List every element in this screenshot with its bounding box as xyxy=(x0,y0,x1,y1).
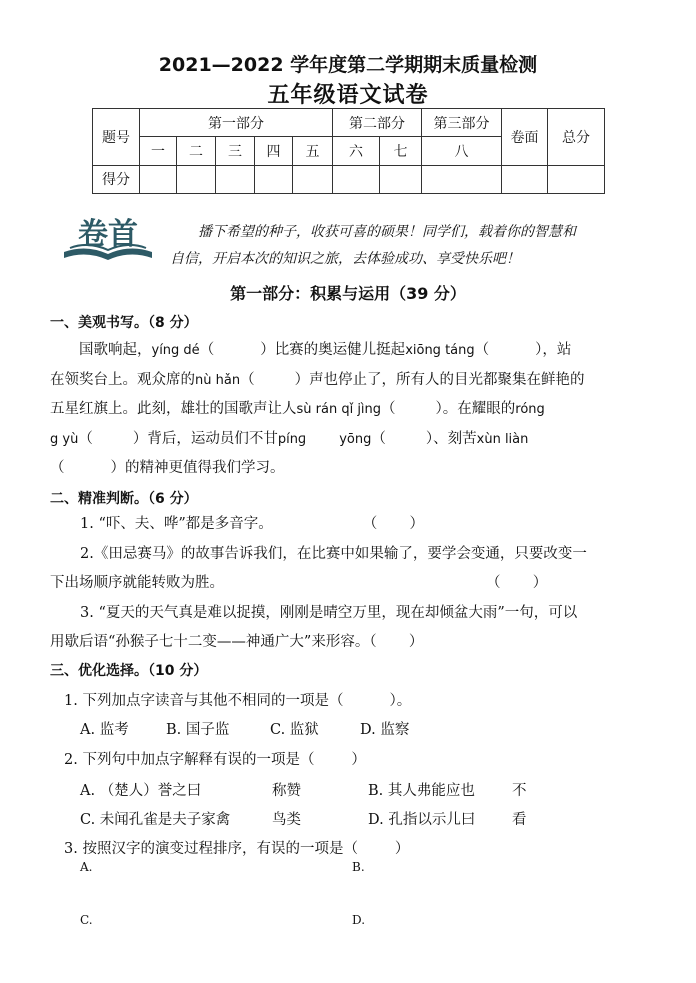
col-2: 二 xyxy=(177,137,216,165)
col-7: 七 xyxy=(380,137,422,165)
answer-blank[interactable]: （ ） xyxy=(78,430,148,447)
s2-q3-line-1: 3. “夏天的天气真是难以捉摸，刚刚是晴空万里，现在却倾盆大雨”一句，可以 xyxy=(80,605,578,621)
score-cell[interactable] xyxy=(502,165,548,193)
intro-text xyxy=(170,219,650,273)
score-cell[interactable] xyxy=(293,165,333,193)
col-3: 三 xyxy=(216,137,255,165)
s3-q1: 1. 下列加点字读音与其他不相同的一项是（ ）。 xyxy=(64,693,412,709)
s3-q2-option-a-meaning: 称赞 xyxy=(272,783,301,799)
score-cell[interactable] xyxy=(422,165,502,193)
s3-q2-option-d[interactable]: D. 孔指以示儿曰 xyxy=(368,812,476,828)
section-1-paragraph xyxy=(50,336,650,484)
s3-q2-option-c[interactable]: C. 未闻孔雀是夫子家禽 xyxy=(80,812,231,828)
s2-q3-line-2: 用歇后语“孙猴子七十二变——神通广大”来形容。（ ） xyxy=(50,634,424,650)
header-juanmian: 卷面 xyxy=(502,109,548,166)
s2-q2-line-2: 下出场顺序就能转败为胜。 （ ） xyxy=(50,575,548,591)
s3-q3-option-a[interactable]: A. xyxy=(80,860,93,874)
score-cell[interactable] xyxy=(333,165,380,193)
answer-blank[interactable]: （ ） xyxy=(240,371,310,388)
header-question-no: 题号 xyxy=(93,109,140,166)
logo-text: 卷首 xyxy=(78,217,138,252)
s1-line-5: （ ）的精神更值得我们学习。 xyxy=(50,460,285,476)
score-cell[interactable] xyxy=(548,165,605,193)
score-cell[interactable] xyxy=(255,165,293,193)
intro-line-1: 播下希望的种子，收获可喜的硕果！同学们，载着你的智慧和 xyxy=(198,224,576,240)
s3-q3-option-b[interactable]: B. xyxy=(352,860,365,874)
section-2-title: 二、精准判断。（6 分） xyxy=(50,491,198,507)
s3-q2: 2. 下列句中加点字解释有误的一项是（ ） xyxy=(64,752,366,768)
exam-subtitle: 五年级语文试卷 xyxy=(267,83,429,108)
col-4: 四 xyxy=(255,137,293,165)
s2-q2-line-1: 2.《田忌赛马》的故事告诉我们，在比赛中如果输了，要学会变通，只要改变一 xyxy=(80,546,587,562)
section-1-title: 一、美观书写。（8 分） xyxy=(50,315,198,331)
s3-q3-option-c[interactable]: C. xyxy=(80,913,93,927)
section-3-title: 三、优化选择。（10 分） xyxy=(50,663,208,679)
s3-q1-option-c[interactable]: C. 监狱 xyxy=(270,722,319,738)
s3-q2-option-d-meaning: 看 xyxy=(512,812,527,828)
answer-blank[interactable]: （ ） xyxy=(486,575,548,591)
header-part-3: 第三部分 xyxy=(422,109,502,137)
score-cell[interactable] xyxy=(216,165,255,193)
s1-line-4: g yù（ ）背后，运动员们不甘pínɡ yōng（ ）、刻苦xùn liàn xyxy=(50,430,529,447)
s3-q2-option-b[interactable]: B. 其人弗能应也 xyxy=(368,783,475,799)
answer-blank[interactable]: （ ） xyxy=(50,460,125,476)
row-score-label: 得分 xyxy=(93,165,140,193)
s1-line-1: 国歌响起，yíng dé（ ）比赛的奥运健儿挺起xiōng táng（ ），站 xyxy=(79,342,572,358)
book-logo-icon xyxy=(60,208,156,268)
answer-blank[interactable]: （ ） xyxy=(381,401,443,417)
part1-title: 第一部分：积累与运用（39 分） xyxy=(230,284,466,303)
header-total: 总分 xyxy=(548,109,605,166)
s3-q1-option-d[interactable]: D. 监察 xyxy=(360,722,410,738)
s3-q2-option-b-meaning: 不 xyxy=(512,783,527,799)
s1-line-3: 五星红旗上。此刻，雄壮的国歌声让人sù rán qǐ jìng（ ）。在耀眼的róng xyxy=(50,401,545,417)
score-cell[interactable] xyxy=(140,165,177,193)
s3-q2-option-a[interactable]: A. （楚人）誉之曰 xyxy=(80,783,202,799)
header-part-1: 第一部分 xyxy=(140,109,333,137)
exam-title: 2021—2022 学年度第二学期期末质量检测 xyxy=(158,54,538,76)
juanshou-logo xyxy=(60,208,156,268)
answer-blank[interactable]: （ ） xyxy=(371,430,434,447)
answer-blank[interactable]: （ ） xyxy=(362,516,425,532)
s3-q3-option-d[interactable]: D. xyxy=(352,913,366,927)
s3-q1-option-a[interactable]: A. 监考 xyxy=(80,722,129,738)
s3-q1-option-b[interactable]: B. 国子监 xyxy=(166,722,230,738)
header-part-2: 第二部分 xyxy=(333,109,422,137)
col-8: 八 xyxy=(422,137,502,165)
col-6: 六 xyxy=(333,137,380,165)
score-cell[interactable] xyxy=(380,165,422,193)
intro-line-2: 自信，开启本次的知识之旅，去体验成功、享受快乐吧！ xyxy=(170,251,520,267)
answer-blank[interactable]: （ ） xyxy=(474,342,543,358)
s3-q2-option-c-meaning: 鸟类 xyxy=(272,812,301,828)
col-5: 五 xyxy=(293,137,333,165)
score-cell[interactable] xyxy=(177,165,216,193)
s2-q1: 1. “吓、夫、哗”都是多音字。 （ ） xyxy=(80,516,425,532)
s1-line-2: 在领奖台上。观众席的nù hǎn（ ）声也停止了，所有人的目光都聚集在鲜艳的 xyxy=(50,371,585,388)
answer-blank[interactable]: （ ） xyxy=(199,342,275,358)
col-1: 一 xyxy=(140,137,177,165)
score-table xyxy=(92,108,605,194)
s3-q3: 3. 按照汉字的演变过程排序，有误的一项是（ ） xyxy=(64,841,410,857)
